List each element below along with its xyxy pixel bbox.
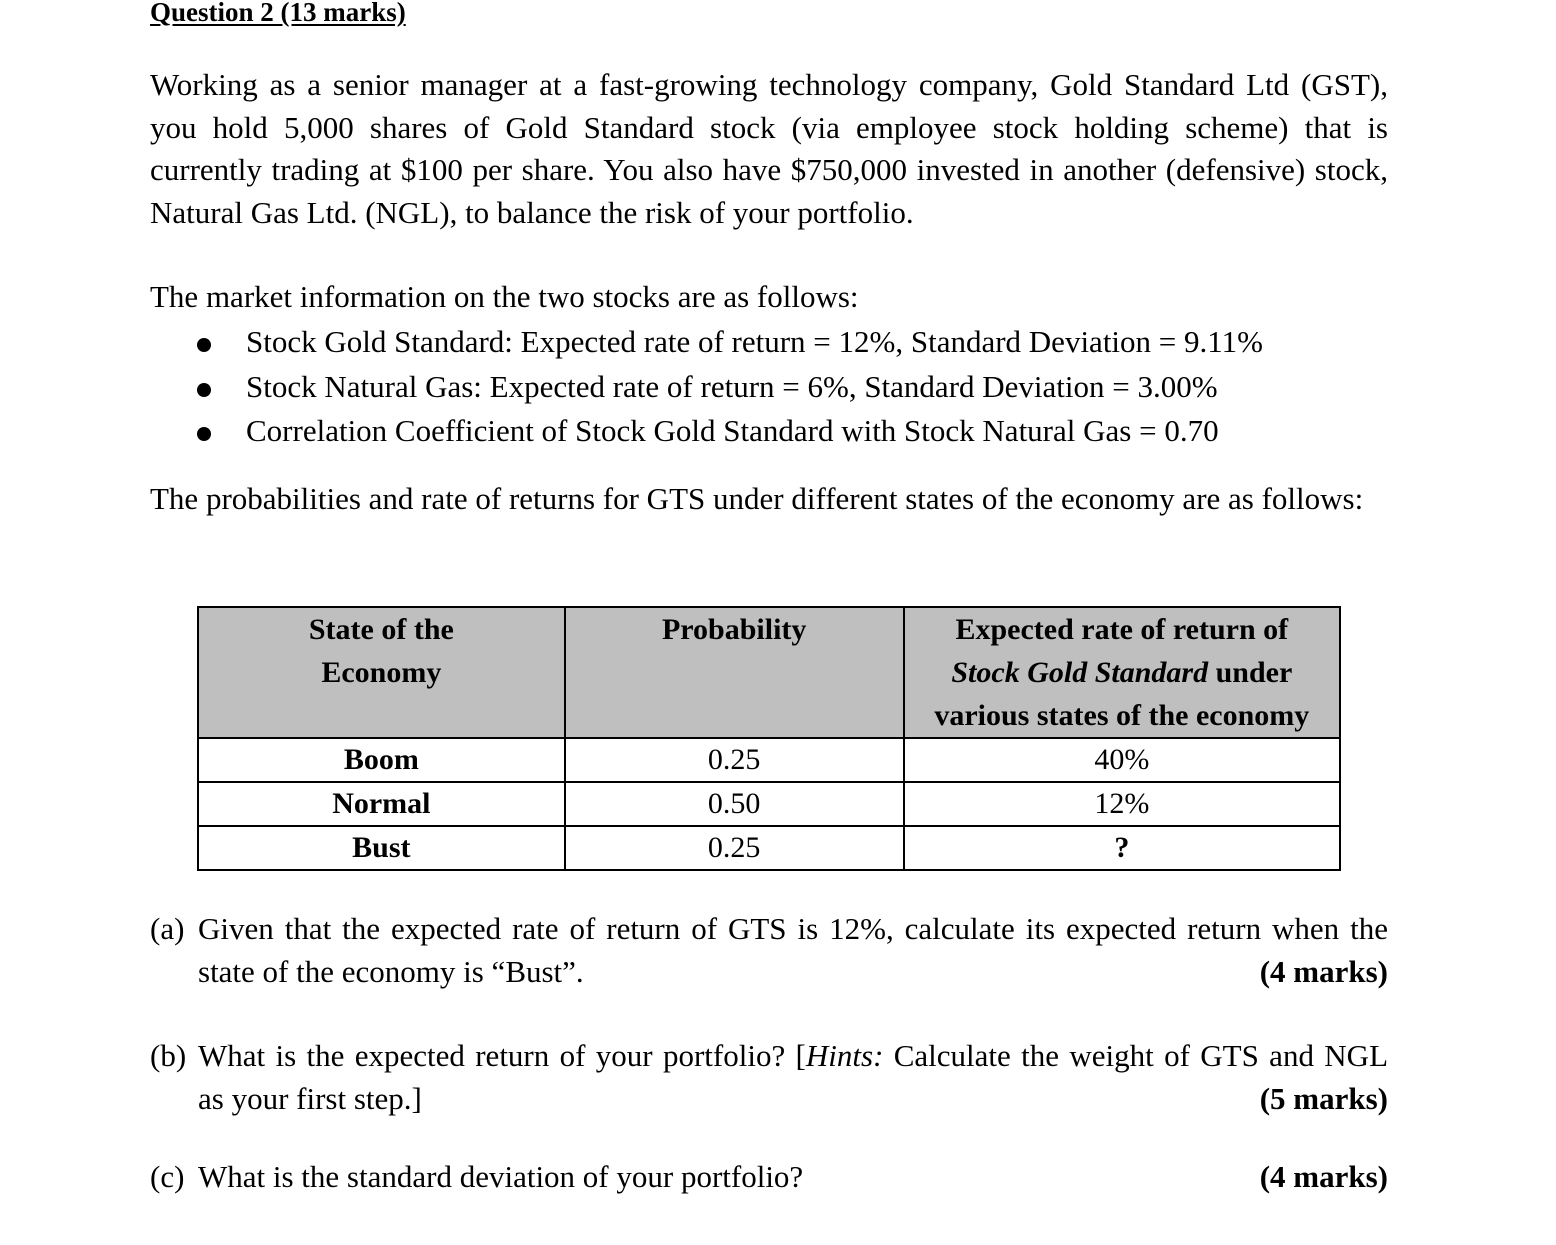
list-item (150, 409, 1390, 454)
table-row (198, 826, 1340, 870)
header-text (905, 651, 1339, 694)
state-cell: Normal (198, 782, 565, 826)
probability-cell: 0.25 (565, 738, 904, 782)
probability-heading-text: The probabilities and rate of returns for GTS under different states of the economy are as follows: (150, 481, 1364, 516)
list-item-text: Correlation Coefficient of Stock Gold Standard with Stock Natural Gas = 0.70 (246, 413, 1219, 448)
market-heading-text: The market information on the two stocks are as follows: (150, 279, 859, 314)
header-expected-return (904, 607, 1340, 738)
question-title: Question 2 (13 marks) (150, 0, 406, 27)
state-cell: Boom (198, 738, 565, 782)
market-heading (150, 276, 1388, 319)
probability-cell: 0.25 (565, 826, 904, 870)
intro-line: currently trading at $100 per share. You also have $750,000 invested in another (defensive) stock, (150, 152, 1388, 187)
question-text: state of the economy is “Bust”. (198, 953, 584, 989)
question-text: Given that the expected rate of return of GTS is 12%, calculate its expected return when the (198, 911, 1388, 946)
marks-label: (4 marks) (1259, 953, 1388, 989)
table-header-row (198, 607, 1340, 738)
header-text: Probability (661, 613, 807, 646)
state-cell: Bust (198, 826, 565, 870)
question-text-part: What is the expected return of your portfolio? [ (198, 1038, 806, 1073)
header-text-rest: under (1208, 656, 1293, 689)
economy-returns-table (197, 606, 1341, 871)
marks-label: (4 marks) (1259, 1159, 1388, 1194)
header-text: Expected rate of return of (955, 613, 1289, 646)
table-row (198, 782, 1340, 826)
intro-line: you hold 5,000 shares of Gold Standard stock (via employee stock holding scheme) that is (150, 109, 1388, 145)
probability-cell: 0.50 (565, 782, 904, 826)
question-text: What is the standard deviation of your portfolio? (198, 1159, 804, 1194)
list-item (150, 320, 1390, 365)
intro-line: Working as a senior manager at a fast-growing technology company, Gold Standard Ltd (GST), (150, 67, 1388, 102)
return-cell: 40% (904, 738, 1340, 782)
question-label: (a) (150, 911, 185, 946)
header-text: State of the (308, 613, 454, 646)
question-text: as your first step.] (198, 1080, 422, 1116)
intro-paragraph (150, 64, 1388, 234)
bullet-icon (197, 338, 211, 352)
question-text-part: Calculate the weight of GTS and NGL (883, 1038, 1389, 1073)
marks-label: (5 marks) (1259, 1080, 1388, 1116)
market-info-list (150, 320, 1390, 454)
bullet-icon (197, 427, 211, 441)
question-text (198, 1035, 1388, 1078)
header-text: various states of the economy (934, 699, 1310, 732)
question-label: (b) (150, 1038, 187, 1073)
probability-heading (150, 478, 1388, 521)
list-item-text: Stock Gold Standard: Expected rate of return = 12%, Standard Deviation = 9.11% (246, 324, 1263, 359)
hint-italic-text: Hints: (805, 1038, 884, 1073)
question-c (150, 1156, 1388, 1199)
header-text: Economy (321, 656, 442, 689)
question-label: (c) (150, 1159, 185, 1194)
return-cell: 12% (904, 782, 1340, 826)
list-item (150, 365, 1390, 410)
header-probability (565, 607, 904, 738)
return-cell: ? (904, 826, 1340, 870)
question-a (150, 908, 1388, 993)
question-b (150, 1035, 1388, 1120)
bullet-icon (197, 383, 211, 397)
header-italic-text: Stock Gold Standard (951, 656, 1209, 689)
table-row (198, 738, 1340, 782)
intro-line: Natural Gas Ltd. (NGL), to balance the risk of your portfolio. (150, 194, 914, 230)
list-item-text: Stock Natural Gas: Expected rate of return = 6%, Standard Deviation = 3.00% (246, 368, 1218, 404)
header-state (198, 607, 565, 738)
